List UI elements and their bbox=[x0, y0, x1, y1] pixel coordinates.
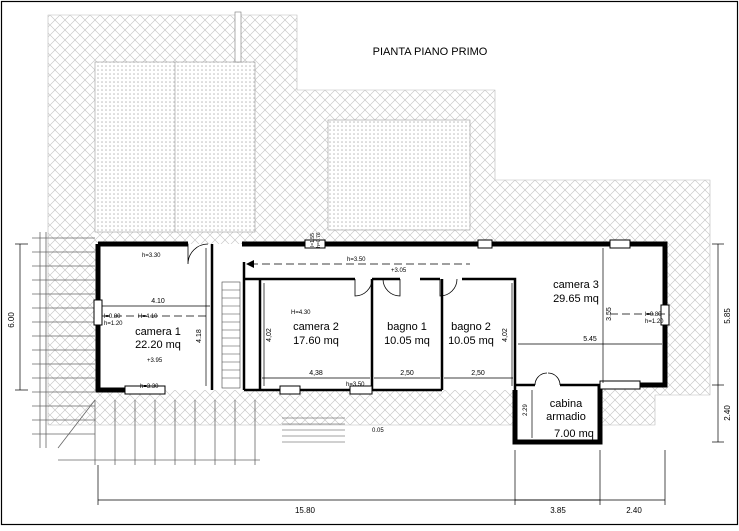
dim-right-width-2: 2.40 bbox=[626, 506, 642, 515]
annot-h350-corridor: h=3.50 bbox=[347, 257, 366, 263]
annot-win-l155: l=1.55 bbox=[310, 233, 316, 247]
dim-bagno2-width: 2,50 bbox=[471, 370, 485, 377]
annot-elev-305: +3.05 bbox=[391, 268, 407, 274]
dim-camera1-width: 4.10 bbox=[151, 298, 165, 305]
dim-right-height-2: 2.40 bbox=[723, 405, 732, 421]
dim-camera1-height: 4.18 bbox=[196, 329, 203, 343]
annot-h350-bottom: h=3.50 bbox=[346, 382, 365, 388]
annot-elev-395: +3.95 bbox=[147, 358, 163, 364]
room-bagno1-name: bagno 1 bbox=[387, 321, 427, 333]
room-camera2-name: camera 2 bbox=[293, 321, 339, 333]
dim-camera3-height: 3.55 bbox=[606, 307, 613, 321]
dim-bagno2-height: 4,02 bbox=[502, 328, 509, 342]
roof-area-center bbox=[328, 120, 470, 230]
room-camera1-name: camera 1 bbox=[135, 326, 181, 338]
chimney bbox=[235, 12, 241, 62]
annot-H410: H=4.10 bbox=[138, 314, 158, 320]
dim-right-height-1: 5.85 bbox=[723, 308, 732, 324]
dim-bagno1-width: 2,50 bbox=[400, 370, 414, 377]
annot-win-l-right: l=0.80 bbox=[645, 312, 662, 318]
room-camera2-area: 17.60 mq bbox=[293, 335, 339, 347]
dim-left-height: 6.00 bbox=[7, 312, 16, 328]
room-cabina-name-line1: cabina bbox=[549, 398, 583, 410]
dim-camera2-width: 4,38 bbox=[309, 370, 323, 377]
annot-win-h-right: h=1.20 bbox=[645, 319, 664, 325]
annot-win-h: h=1.20 bbox=[104, 321, 123, 327]
annot-win-h076: h=0.76 bbox=[316, 232, 322, 248]
annot-H430: H=4.30 bbox=[291, 310, 311, 316]
room-cabina-area: 7.00 mq bbox=[554, 428, 594, 440]
annot-h330-bottom: h=3.30 bbox=[140, 384, 159, 390]
dim-right-width-1: 3.85 bbox=[550, 506, 566, 515]
room-bagno1-area: 10.05 mq bbox=[384, 335, 430, 347]
plan-title: PIANTA PIANO PRIMO bbox=[372, 46, 488, 58]
room-bagno2-area: 10.05 mq bbox=[448, 335, 494, 347]
annot-h330-top: h=3.30 bbox=[142, 253, 161, 259]
dim-camera2-height: 4,02 bbox=[266, 328, 273, 342]
room-camera3-name: camera 3 bbox=[553, 279, 599, 291]
annot-win-l: l=0.80 bbox=[104, 314, 121, 320]
room-cabina-name-line2: armadio bbox=[546, 411, 586, 423]
room-camera1-area: 22.20 mq bbox=[135, 339, 181, 351]
room-camera3-area: 29.65 mq bbox=[553, 293, 599, 305]
dim-cabina-height: 2.29 bbox=[523, 404, 529, 416]
dim-total-width: 15.80 bbox=[294, 506, 316, 515]
annot-elev-005: 0.05 bbox=[372, 428, 384, 434]
room-bagno2-name: bagno 2 bbox=[451, 321, 491, 333]
dim-camera3-width: 5.45 bbox=[583, 336, 597, 343]
